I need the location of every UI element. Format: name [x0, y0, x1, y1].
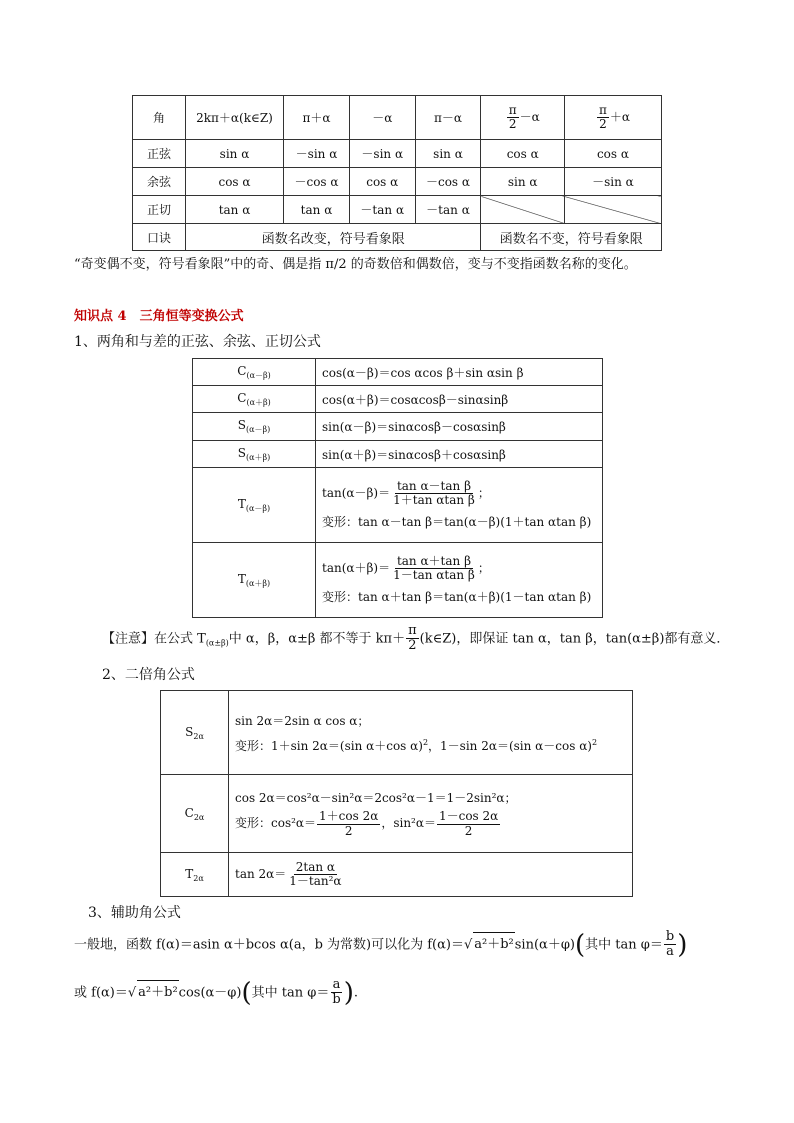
cell: cos α	[564, 140, 661, 168]
formula-t-plus: tan(α＋β)＝ $\frac{\text{tan α＋tan β}}{\text{1－tan αtan β}}$ ； 变形：tan α＋tan β＝tan(α＋β)(1－tan αtan β)	[316, 543, 603, 618]
sum-difference-table	[192, 358, 603, 618]
row-label: 正切	[133, 196, 186, 224]
aux-formula-line2: 或 f(α)＝√ a²＋b²cos(α－φ)(其中 tan φ＝ $\frac{a}{b}$ ).	[74, 977, 358, 1008]
cell: －sin α	[349, 140, 415, 168]
cell: －cos α	[415, 168, 481, 196]
formula-s-plus: sin(α＋β)＝sinαcosβ＋cosαsinβ	[316, 441, 603, 468]
cell: cos α	[481, 140, 564, 168]
row-sine	[133, 140, 662, 168]
induction-table	[132, 95, 662, 251]
row-cosine	[133, 168, 662, 196]
rhyme-note: “奇变偶不变，符号看象限”中的奇、偶是指 π/2 的奇数倍和偶数倍，变与不变指函数名称的变化。	[74, 257, 637, 272]
aux-formula-line1: 一般地，函数 f(α)＝asin α＋bcos α(a，b 为常数)可以化为 f(α)＝√ a²＋b²sin(α＋φ)(其中 tan φ＝ $\frac{b}{a}$ )	[74, 929, 688, 960]
rhyme-right: 函数名不变，符号看象限	[481, 224, 662, 251]
formula-s2a: sin 2α＝2sin α cos α； 变形：1＋sin 2α＝(sin α＋cos α)$^2$，1－sin 2α＝(sin α－cos α)$^2$	[229, 691, 633, 775]
label-t-plus: $T_{(\alpha+\beta)}$	[193, 543, 316, 618]
variant-s2a: 变形：1＋sin 2α＝(sin α＋cos α)$^2$，1－sin 2α＝(sin α－cos α)$^2$	[235, 737, 598, 753]
header-pi-plus-alpha: π＋α	[284, 96, 350, 140]
formula-c-minus: cos(α－β)＝cos αcos β＋sin αsin β	[316, 359, 603, 386]
cell: －tan α	[349, 196, 415, 224]
cell: sin α	[415, 140, 481, 168]
label-s-plus: $S_{(\alpha+\beta)}$	[193, 441, 316, 468]
formula-c2a: cos 2α＝cos²α－sin²α＝2cos²α－1＝1－2sin²α； 变形：cos²α＝ $\frac{1+\cos 2\alpha}{2}$ ，sin²α＝ $\frac{1-\cos 2\alpha}{2}$	[229, 775, 633, 853]
cell: －tan α	[415, 196, 481, 224]
label-c2a: $C_{2\alpha}$	[161, 775, 229, 853]
cell: tan α	[284, 196, 350, 224]
header-pi-half-plus-alpha: $\frac{\pi}{2}$ ＋α	[564, 96, 661, 140]
subsection-title-double: 2、二倍角公式	[102, 667, 195, 683]
cell: tan α	[186, 196, 284, 224]
variant-t-minus: 变形：tan α－tan β＝tan(α－β)(1＋tan αtan β)	[322, 515, 592, 530]
formula-c-plus: cos(α＋β)＝cosαcosβ－sinαsinβ	[316, 386, 603, 413]
formula-s-minus: sin(α－β)＝sinαcosβ－cosαsinβ	[316, 413, 603, 441]
cell: cos α	[186, 168, 284, 196]
formula-t2a: tan 2α＝ $\frac{\text{2tan α}}{\text{1－tan²α}}$	[229, 853, 633, 897]
label-s2a: $S_{2\alpha}$	[161, 691, 229, 775]
cell: cos α	[349, 168, 415, 196]
empty-diagonal-cell	[564, 196, 661, 224]
label-c-minus: $C_{(\alpha-\beta)}$	[193, 359, 316, 386]
formula-t-minus: tan(α－β)＝ $\frac{\text{tan α－tan β}}{\text{1＋tan αtan β}}$ ； 变形：tan α－tan β＝tan(α－β)(1＋tan αtan β)	[316, 468, 603, 543]
variant-c2a: 变形：cos²α＝ $\frac{1+\cos 2\alpha}{2}$ ，sin²α＝ $\frac{1-\cos 2\alpha}{2}$	[235, 809, 499, 838]
row-tangent	[133, 196, 662, 224]
header-angle: 角	[133, 96, 186, 140]
row-label: 正弦	[133, 140, 186, 168]
cell: sin α	[186, 140, 284, 168]
row-label: 口诀	[133, 224, 186, 251]
label-t2a: $T_{2\alpha}$	[161, 853, 229, 897]
row-rhyme	[133, 224, 662, 251]
double-angle-table	[160, 690, 633, 897]
section-title: 知识点 4 三角恒等变换公式	[74, 309, 244, 324]
cell: sin α	[481, 168, 564, 196]
header-pi-half-minus-alpha: $\frac{\pi}{2}$ －α	[481, 96, 564, 140]
variant-t-plus: 变形：tan α＋tan β＝tan(α＋β)(1－tan αtan β)	[322, 590, 592, 605]
subsection-title-sum: 1、两角和与差的正弦、余弦、正切公式	[74, 334, 321, 350]
rhyme-left: 函数名改变，符号看象限	[186, 224, 481, 251]
subsection-title-auxiliary: 3、辅助角公式	[88, 905, 181, 921]
cell: －sin α	[284, 140, 350, 168]
label-c-plus: $C_{(\alpha+\beta)}$	[193, 386, 316, 413]
note: 【注意】在公式 $T_{(\alpha\pm\beta)}$中 α，β，α±β 都不等于 kπ＋ $\frac{\pi}{2}$ (k∈Z)，即保证 tan α，tan β，tan(α±β)都有意义．	[102, 623, 730, 654]
cell: －cos α	[284, 168, 350, 196]
header-2kpi-plus-alpha: 2kπ＋α(k∈Z)	[186, 96, 284, 140]
cell: －sin α	[564, 168, 661, 196]
row-label: 余弦	[133, 168, 186, 196]
header-neg-alpha: －α	[349, 96, 415, 140]
label-s-minus: $S_{(\alpha-\beta)}$	[193, 413, 316, 441]
header-pi-minus-alpha: π－α	[415, 96, 481, 140]
label-t-minus: $T_{(\alpha-\beta)}$	[193, 468, 316, 543]
empty-diagonal-cell	[481, 196, 564, 224]
